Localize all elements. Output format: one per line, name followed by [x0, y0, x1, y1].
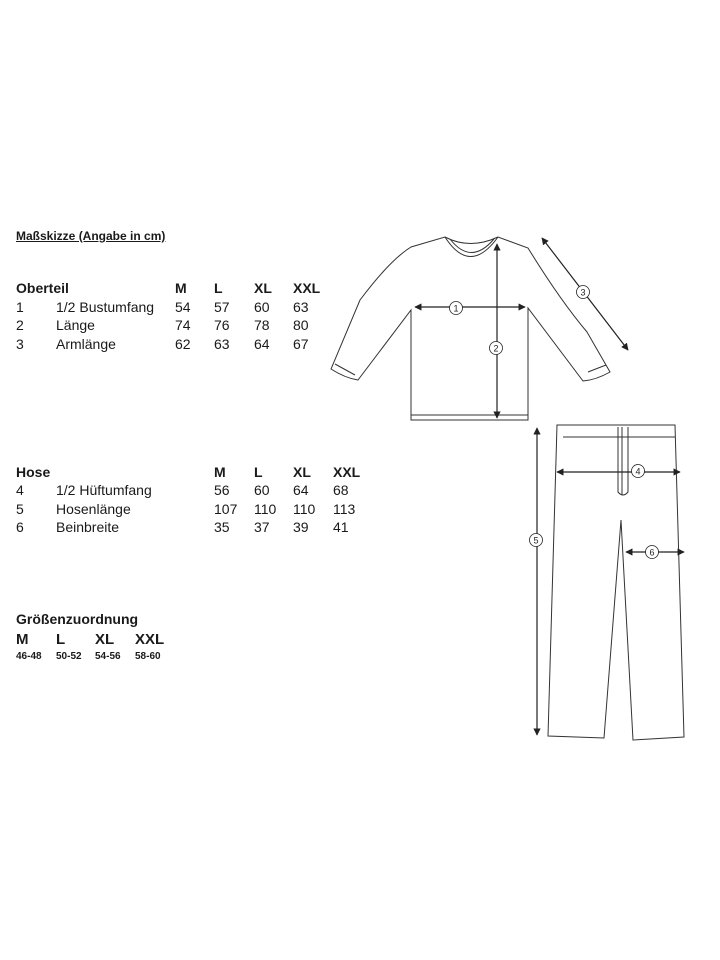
top-row-value: 63 [214, 336, 230, 352]
marker-2 [490, 342, 503, 355]
pants-row-value: 56 [214, 482, 230, 498]
mapping-size: L [56, 631, 66, 648]
mapping-range: 58-60 [135, 651, 161, 662]
pants-row-num: 6 [16, 519, 24, 535]
top-row-value: 54 [175, 299, 191, 315]
top-row-value: 74 [175, 317, 191, 333]
mapping-size: XXL [135, 631, 165, 648]
top-row-value: 57 [214, 299, 230, 315]
mapping-heading: Größenzuordnung [16, 611, 139, 627]
pants-size-m: M [214, 464, 226, 480]
pants-row-value: 60 [254, 482, 270, 498]
marker-6 [646, 546, 659, 559]
top-size-xxl: XXL [293, 280, 321, 296]
top-row-label: Länge [56, 317, 95, 333]
top-row-value: 80 [293, 317, 309, 333]
top-row-value: 67 [293, 336, 309, 352]
marker-3 [577, 286, 590, 299]
pants-row-label: Hosenlänge [56, 501, 131, 517]
svg-text:2: 2 [493, 343, 499, 354]
svg-text:5: 5 [533, 535, 539, 546]
shirt-outline [331, 237, 610, 420]
pants-size-xxl: XXL [333, 464, 361, 480]
top-row-value: 64 [254, 336, 270, 352]
pants-row-value: 110 [293, 501, 316, 517]
top-row-label: Armlänge [56, 336, 116, 352]
top-row-num: 1 [16, 299, 24, 315]
top-size-l: L [214, 280, 223, 296]
top-row-value: 63 [293, 299, 309, 315]
pants-row-label: Beinbreite [56, 519, 120, 535]
mapping-range: 54-56 [95, 651, 121, 662]
top-size-xl: XL [254, 280, 272, 296]
pants-row-value: 37 [254, 519, 270, 535]
svg-text:4: 4 [635, 466, 641, 477]
top-row-value: 60 [254, 299, 270, 315]
pants-row-value: 64 [293, 482, 309, 498]
mapping-size: XL [95, 631, 115, 648]
pants-row-value: 35 [214, 519, 230, 535]
marker-1 [450, 302, 463, 315]
top-row-value: 62 [175, 336, 191, 352]
top-row-value: 78 [254, 317, 270, 333]
pants-row-value: 113 [333, 501, 356, 517]
top-row-num: 3 [16, 336, 24, 352]
marker-5 [530, 534, 543, 547]
top-heading: Oberteil [16, 280, 69, 296]
pants-row-value: 107 [214, 501, 238, 517]
pants-row-value: 41 [333, 519, 349, 535]
top-row-label: 1/2 Bustumfang [56, 299, 155, 315]
pants-row-num: 4 [16, 482, 24, 498]
pants-size-xl: XL [293, 464, 311, 480]
pants-row-num: 5 [16, 501, 24, 517]
mapping-range: 46-48 [16, 651, 42, 662]
svg-text:6: 6 [649, 547, 655, 558]
pants-size-l: L [254, 464, 263, 480]
svg-text:1: 1 [453, 303, 459, 314]
pants-row-label: 1/2 Hüftumfang [56, 482, 152, 498]
top-size-m: M [175, 280, 187, 296]
marker-4 [632, 465, 645, 478]
pants-row-value: 68 [333, 482, 349, 498]
mapping-range: 50-52 [56, 651, 82, 662]
top-row-value: 76 [214, 317, 230, 333]
mapping-size: M [16, 631, 29, 648]
pants-row-value: 39 [293, 519, 309, 535]
page-title: Maßskizze (Angabe in cm) [16, 229, 166, 243]
svg-text:3: 3 [580, 287, 586, 298]
pants-heading: Hose [16, 464, 51, 480]
top-row-num: 2 [16, 317, 24, 333]
pants-row-value: 110 [254, 501, 277, 517]
